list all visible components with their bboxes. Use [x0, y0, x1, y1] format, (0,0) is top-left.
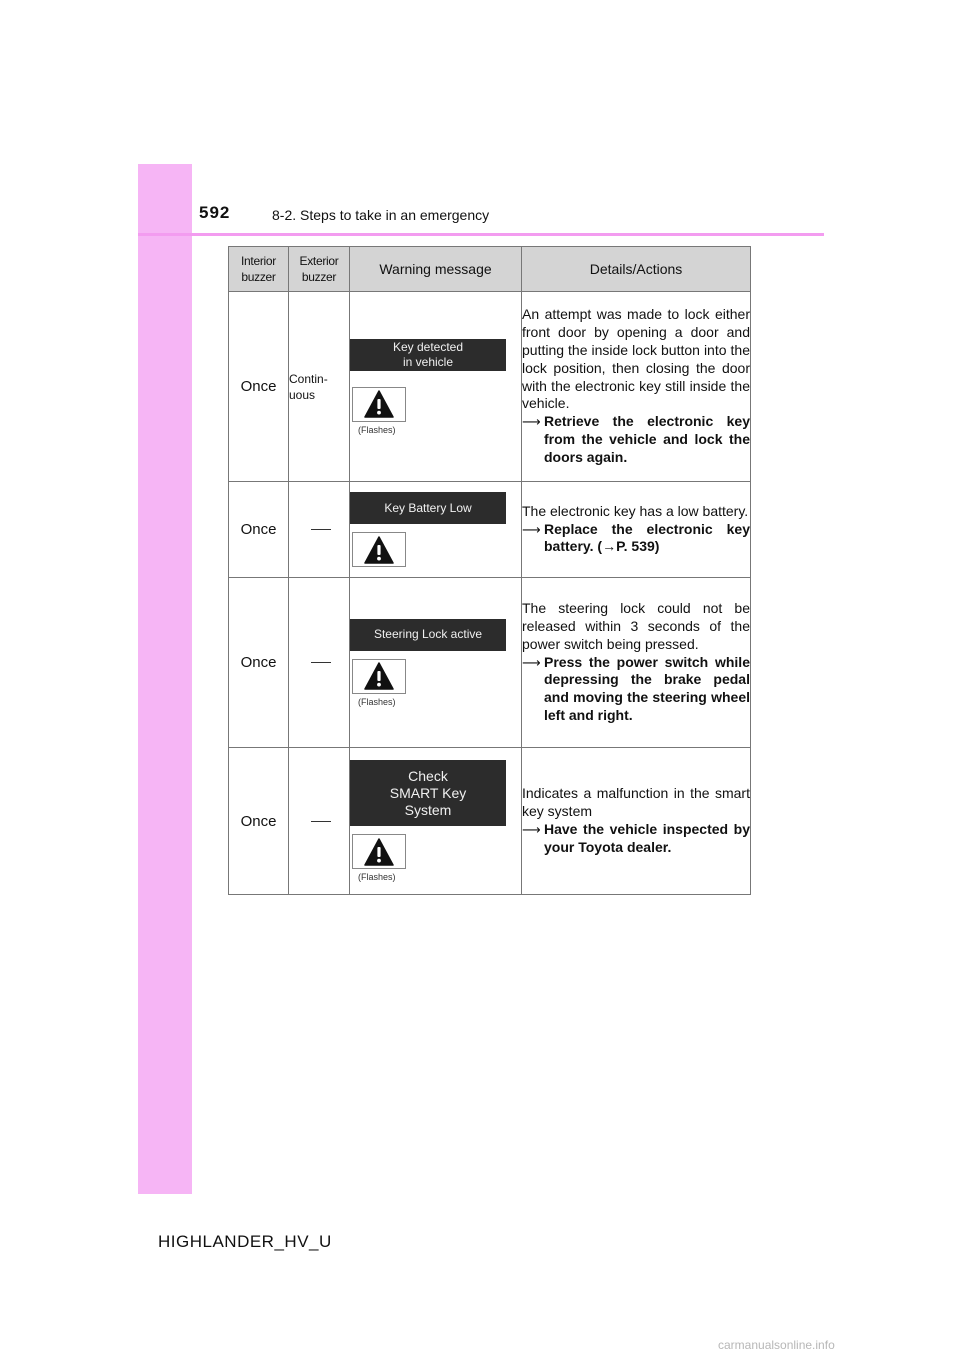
detail-description: Indicates a malfunction in the smart key system: [522, 785, 750, 820]
page-reference-arrow-icon: →: [602, 538, 617, 555]
message-display: Key Battery Low: [350, 492, 506, 524]
details-cell: [522, 482, 751, 578]
arrow-right-icon: ⟶: [522, 521, 541, 537]
header-exterior-buzzer: Exterior buzzer: [289, 247, 350, 292]
detail-action: ⟶ Have the vehicle inspected by your Toyota dealer.: [522, 821, 750, 855]
interior-buzzer-cell: Once: [229, 748, 289, 895]
detail-action: ⟶ Press the power switch while depressing the brake pedal and moving the steering wheel left and right.: [522, 653, 750, 723]
message-display: Key detected in vehicle: [350, 339, 506, 371]
warning-message-cell: [350, 578, 522, 748]
footer-model-code: HIGHLANDER_HV_U: [158, 1232, 332, 1251]
table-row: [229, 748, 751, 895]
header-warning-message: Warning message: [350, 247, 522, 292]
table-row: [229, 482, 751, 578]
warning-triangle-icon: [352, 834, 406, 869]
warning-message-cell: [350, 292, 522, 482]
details-cell: [522, 748, 751, 895]
watermark: carmanualsonline.info: [718, 1338, 835, 1352]
warning-message-cell: [350, 748, 522, 895]
header-rule: [138, 233, 824, 236]
section-title: 8-2. Steps to take in an emergency: [272, 207, 490, 223]
flashes-note: (Flashes): [358, 424, 396, 435]
exterior-buzzer-cell: Contin- uous: [289, 292, 350, 482]
interior-buzzer-cell: Once: [229, 482, 289, 578]
no-buzzer-dash: [311, 821, 331, 822]
no-buzzer-dash: [311, 662, 331, 663]
warning-triangle-icon: [352, 532, 406, 567]
warning-triangle-icon: [352, 387, 406, 422]
details-cell: [522, 292, 751, 482]
detail-description: The electronic key has a low battery.: [522, 502, 749, 519]
no-buzzer-dash: [311, 529, 331, 530]
warning-table: [228, 246, 751, 895]
chapter-side-tab: [138, 164, 192, 1194]
exterior-buzzer-cell: [289, 748, 350, 895]
exterior-buzzer-cell: [289, 578, 350, 748]
flashes-note: (Flashes): [358, 696, 396, 707]
arrow-right-icon: ⟶: [522, 822, 541, 837]
detail-description: An attempt was made to lock either front door by opening a door and putting the inside lock button into the lock position, then closing the door with the electronic key still inside the vehicle.: [522, 306, 750, 412]
header-details-actions: Details/Actions: [522, 247, 751, 292]
detail-action: ⟶ Retrieve the electronic key from the vehicle and lock the doors again.: [522, 413, 750, 465]
detail-description: The steering lock could not be released within 3 seconds of the power switch being pressed.: [522, 600, 750, 652]
warning-triangle-icon: [352, 659, 406, 694]
arrow-right-icon: ⟶: [522, 414, 541, 430]
detail-action: ⟶ Replace the electronic key battery. (→P. 539): [522, 520, 750, 555]
interior-buzzer-cell: Once: [229, 292, 289, 482]
arrow-right-icon: ⟶: [522, 654, 541, 670]
flashes-note: (Flashes): [358, 872, 396, 882]
message-display: Steering Lock active: [350, 619, 506, 651]
interior-buzzer-cell: Once: [229, 578, 289, 748]
header-interior-buzzer: Interior buzzer: [229, 247, 289, 292]
page-reference-link[interactable]: P. 539): [616, 538, 660, 555]
table-row: [229, 578, 751, 748]
warning-message-cell: [350, 482, 522, 578]
details-cell: [522, 578, 751, 748]
table-header-row: [229, 247, 751, 292]
message-display: Check SMART Key System: [350, 760, 506, 826]
exterior-buzzer-cell: [289, 482, 350, 578]
table-row: [229, 292, 751, 482]
page-number: 592: [199, 203, 231, 222]
